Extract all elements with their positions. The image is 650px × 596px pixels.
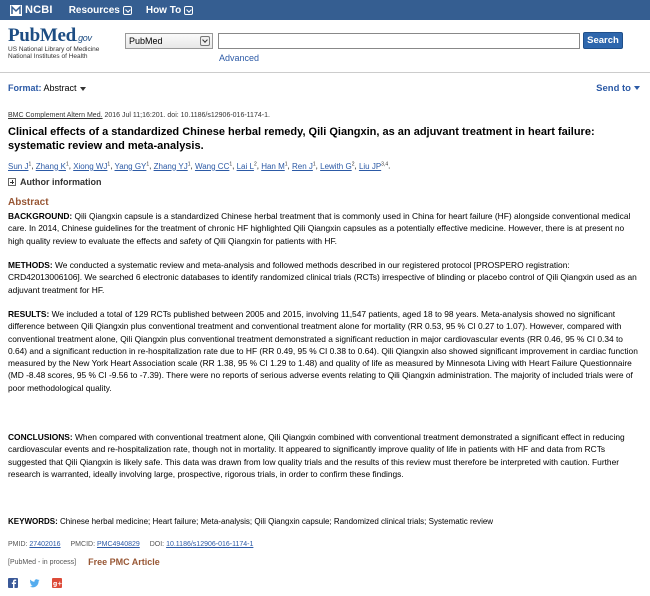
resources-label: Resources (68, 4, 120, 16)
format-label: Format: (8, 83, 42, 93)
svg-text:g+: g+ (53, 580, 62, 588)
chevron-down-icon (123, 6, 132, 15)
author-name: Liu JP (358, 161, 382, 171)
author-affiliation-number: 1 (107, 161, 111, 167)
doi-link[interactable]: 10.1186/s12906-016-1174-1 (166, 541, 254, 548)
author-information-toggle[interactable] (8, 177, 102, 187)
header-divider (0, 72, 650, 73)
article-title: Clinical effects of a standardized Chinese herbal remedy, Qili Qiangxin, as an adjuvant treatment in heart failure: systematic review and meta-analysis. (8, 126, 595, 152)
pubmed-logo[interactable] (8, 25, 99, 61)
send-to-label: Send to (596, 83, 631, 94)
how-to-label: How To (145, 4, 182, 16)
pmid-label: PMID: (8, 541, 28, 548)
keywords-text: Chinese herbal medicine; Heart failure; Meta-analysis; Qili Qiangxin capsule; Randomized clinical trials; Systematic review (57, 517, 494, 526)
author-affiliation-number: 2 (253, 161, 257, 167)
keywords (8, 517, 493, 526)
author-name: Wang CC (194, 161, 230, 171)
resources-menu[interactable] (69, 5, 132, 16)
author-name: Lewith G (320, 161, 352, 171)
abstract-background (8, 210, 640, 247)
ncbi-logo[interactable] (10, 4, 53, 16)
author-link[interactable] (8, 162, 31, 171)
author-list: Sun $J^1$, Zhang $K^1$, Xiong $WJ^1$, Yang $GY^1$, Zhang $YJ^1$, Wang $CC^1$, Lai $L^2$, Han $M^1$, Ren $J^1$, Lewith $G^2$, Liu JP$^{3,4}$. (8, 161, 391, 171)
author-affiliation-number: 1 (28, 161, 32, 167)
pmcid-link[interactable]: PMC4940829 (96, 541, 140, 548)
methods-text: We conducted a systematic review and meta-analysis and followed methods described in our registered protocol [PROSPERO registration: CRD42013006106]. We searched 6 electronic databases to identify randomized clinical trials (RCTs) irrespective of blinding or placebo control of Qili Qiangxin used as an adjuvant treatment for HF. (8, 260, 637, 295)
caret-down-icon (80, 87, 86, 91)
expand-plus-icon (8, 178, 16, 186)
author-link[interactable] (195, 162, 232, 171)
author-name: Zhang K (35, 161, 66, 171)
citation-line (8, 112, 270, 119)
conclusions-label: CONCLUSIONS: (8, 432, 73, 442)
author-affiliation-number: 3,4 (381, 161, 389, 167)
format-value: Abstract (43, 83, 77, 93)
search-input[interactable] (218, 33, 580, 49)
citation-details: 2016 Jul 11;16:201. doi: 10.1186/s12906-016-1174-1. (102, 112, 270, 119)
author-affiliation-number: 1 (187, 161, 191, 167)
doi-label: DOI: (149, 541, 165, 548)
ncbi-brand: NCBI (25, 4, 53, 16)
results-label: RESULTS: (8, 309, 50, 319)
pubmed-status: [PubMed - in process] (8, 558, 77, 566)
author-affiliation-number: 1 (284, 161, 288, 167)
journal-link[interactable]: BMC Complement Altern Med. (8, 112, 103, 119)
author-link[interactable] (115, 162, 150, 171)
author-name: Yang GY (114, 161, 147, 171)
abstract-methods (8, 259, 640, 296)
search-button[interactable]: Search (583, 32, 623, 49)
abstract-conclusions (8, 431, 640, 480)
author-link[interactable] (292, 162, 316, 171)
how-to-menu[interactable] (146, 5, 193, 16)
author-affiliation-number: 2 (351, 161, 355, 167)
logo-suffix: .gov (75, 33, 92, 43)
author-affiliation-number: 1 (146, 161, 150, 167)
abstract-results (8, 308, 640, 394)
author-link[interactable] (359, 162, 388, 171)
database-select[interactable] (125, 33, 213, 49)
author-link[interactable] (154, 162, 191, 171)
background-label: BACKGROUND: (8, 211, 73, 221)
google-plus-icon[interactable] (52, 578, 62, 588)
pubmed-header (0, 20, 650, 68)
share-bar (8, 578, 74, 588)
methods-label: METHODS: (8, 260, 53, 270)
logo-word: PubMed (8, 25, 76, 46)
pmcid-label: PMCID: (70, 541, 96, 548)
author-affiliation-number: 1 (229, 161, 233, 167)
author-link[interactable] (237, 162, 257, 171)
caret-down-icon (634, 86, 640, 90)
author-affiliation-number: 1 (312, 161, 316, 167)
keywords-label: KEYWORDS: (8, 517, 58, 526)
facebook-icon[interactable] (8, 578, 18, 588)
pmid-link[interactable]: 27402016 (29, 541, 61, 548)
send-to-menu[interactable] (596, 83, 640, 94)
author-link[interactable] (73, 162, 110, 171)
background-text: Qili Qiangxin capsule is a standardized Chinese herbal treatment that is commonly used in China for heart failure (HF) alongside conventional medical care. In 2014, Chinese guidelines for the treatment of chronic HF highlighted Qili Qiangxin capsules as a potentially effective medicine. However, there is at present no high quality review to evaluate the effects and safety of Qili Qiangxin for patients with HF. (8, 211, 631, 246)
author-link[interactable] (261, 162, 287, 171)
results-text: We included a total of 129 RCTs published between 2005 and 2015, involving 11,547 patients, aged 18 to 98 years. Meta-analysis showed no significant difference between Qili Qiangxin plus conventional treatment and conventional treatment alone for mortality (RR 0.53, 95 % CI 0.27 to 1.07). However, compared with conventional treatment alone, Qili Qiangxin plus conventional treatment demonstrated a significant reduction in major cardiovascular events (RR 0.46, 95 % CI 0.34 to 0.64) and a significant reduction in re-hospitalization rate due to HF (RR 0.49, 95 % CI 0.38 to 0.64). Qili Qiangxin also showed significant improvement in cardiac function measured by the New York Heart Association scale (RR 1.38, 95 % CI 1.29 to 1.48) and quality of life as measured by Minnesota Living with Heart Failure Questionnaire (MD -8.48 scores, 95 % CI -9.56 to -7.39). There were no reports of serious adverse events relating to Qili Qiangxin administration. The majority of included trials were of poor methodological quality. (8, 309, 638, 393)
author-name: Sun J (8, 161, 29, 171)
chevron-down-icon (184, 6, 193, 15)
author-name: Lai L (236, 161, 254, 171)
author-name: Zhang YJ (153, 161, 188, 171)
author-link[interactable] (320, 162, 354, 171)
ncbi-logo-icon (10, 5, 22, 16)
free-pmc-article-link[interactable]: Free PMC Article (88, 557, 160, 567)
database-selected: PubMed (129, 36, 163, 46)
status-line (8, 557, 160, 567)
author-name: Xiong WJ (73, 161, 108, 171)
abstract-heading: Abstract (8, 197, 49, 208)
logo-sub-nlm: US National Library of Medicine (8, 46, 100, 53)
logo-sub-nih: National Institutes of Health (8, 53, 88, 60)
ncbi-topbar (0, 0, 650, 20)
twitter-icon[interactable] (30, 578, 40, 588)
advanced-search-link[interactable]: Advanced (219, 53, 260, 63)
author-information-label: Author information (20, 177, 102, 187)
identifiers (8, 541, 253, 548)
author-name: Han M (261, 161, 285, 171)
conclusions-text: When compared with conventional treatment alone, Qili Qiangxin combined with conventional treatment demonstrated a significant effect in reducing cardiovascular events and re-hospitalization rate, though not in mortality. It appeared to significantly improve quality of life in patients with HF and data from RCTs suggested that Qili Qiangxin is likely safe. This data was drawn from low quality trials and the results of this review must therefore be interpreted with caution. Further research is warranted, ideally involving large, prospective, rigorous trials, in order to confirm these findings. (8, 432, 625, 479)
chevron-down-icon (200, 36, 210, 46)
author-affiliation-number: 1 (65, 161, 69, 167)
format-selector[interactable] (8, 83, 86, 93)
author-name: Ren J (291, 161, 313, 171)
author-link[interactable] (36, 162, 69, 171)
